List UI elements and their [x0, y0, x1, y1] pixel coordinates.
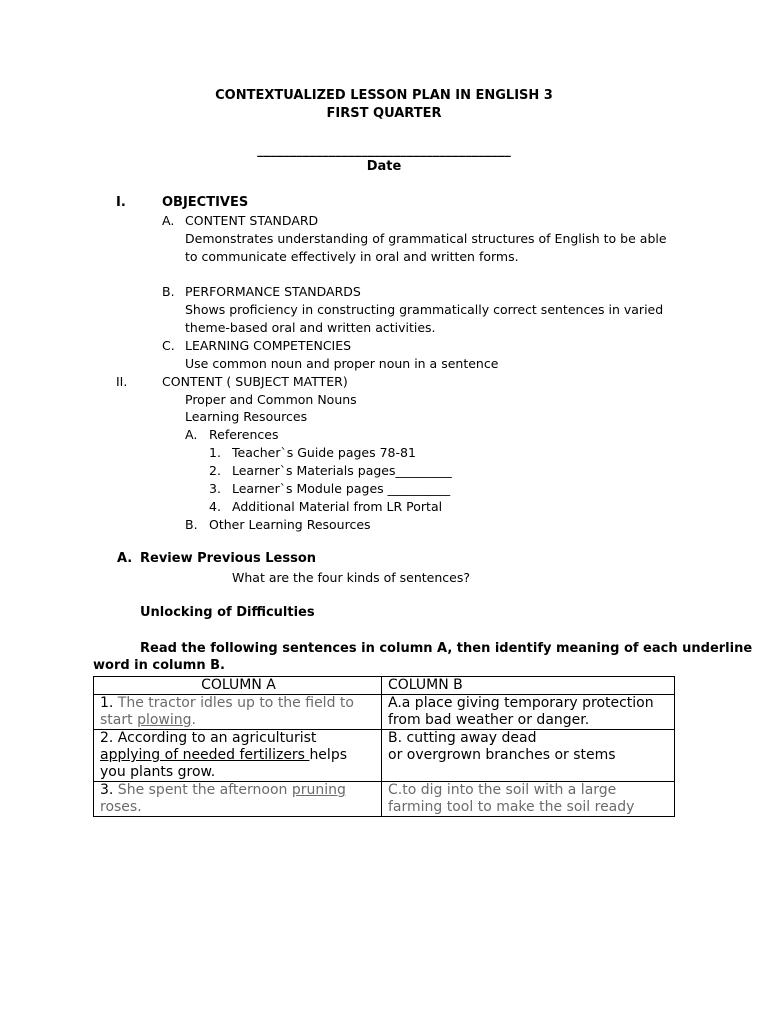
underlined-word: pruning	[291, 782, 346, 798]
content-standard-label: CONTENT STANDARD	[185, 213, 319, 228]
column-b-header: COLUMN B	[382, 677, 675, 695]
reference-num: 1.	[209, 445, 221, 460]
reference-item: Teacher`s Guide pages 78-81	[232, 445, 416, 460]
content-numeral: II.	[116, 374, 128, 389]
row-number: 3.	[100, 782, 114, 798]
other-resources-letter: B.	[185, 517, 198, 532]
row-number: 1.	[100, 695, 114, 711]
sentence-text: roses.	[100, 799, 142, 815]
date-label: Date	[366, 159, 402, 174]
review-heading: Review Previous Lesson	[140, 551, 317, 566]
review-letter: A.	[117, 551, 133, 566]
quarter-label: FIRST QUARTER	[326, 106, 442, 121]
column-a-cell	[94, 730, 382, 782]
learning-competencies-letter: C.	[162, 338, 175, 353]
performance-standards-text-2: theme-based oral and written activities.	[185, 320, 436, 335]
date-line: _______________________________________	[257, 143, 511, 158]
objectives-numeral: I.	[116, 195, 126, 210]
column-a-cell	[94, 695, 382, 730]
definition-line: B. cutting away dead	[388, 730, 537, 746]
definition-line: or overgrown branches or stems	[388, 747, 616, 763]
sentence-text: The tractor idles up to the field to start	[100, 695, 354, 728]
column-a-cell	[94, 782, 382, 817]
table-row	[94, 782, 675, 817]
column-b-cell	[382, 730, 675, 782]
underlined-word: applying of needed fertilizers	[100, 747, 310, 763]
content-standard-text-1: Demonstrates understanding of grammatical structures of English to be able	[185, 231, 667, 246]
reference-num: 3.	[209, 481, 221, 496]
document-title: CONTEXTUALIZED LESSON PLAN IN ENGLISH 3	[215, 88, 553, 103]
vocabulary-table	[93, 676, 675, 817]
reference-num: 2.	[209, 463, 221, 478]
underlined-word: plowing	[137, 712, 192, 728]
table-row	[94, 695, 675, 730]
learning-competencies-label: LEARNING COMPETENCIES	[185, 338, 352, 353]
unlocking-instruction-1: Read the following sentences in column A, then identify meaning of each underline	[140, 641, 753, 656]
reference-item: Learner`s Materials pages_________	[232, 463, 452, 478]
content-topic: Proper and Common Nouns	[185, 392, 357, 407]
sentence-text: .	[191, 712, 196, 728]
sentence-text: According to an agriculturist	[113, 730, 317, 746]
column-b-cell: A.a place giving temporary protection from bad weather or danger.	[382, 695, 675, 730]
performance-standards-letter: B.	[162, 284, 175, 299]
review-question: What are the four kinds of sentences?	[232, 570, 471, 585]
other-resources-label: Other Learning Resources	[209, 517, 371, 532]
learning-competencies-text: Use common noun and proper noun in a sentence	[185, 356, 499, 371]
reference-item: Additional Material from LR Portal	[232, 499, 443, 514]
row-number: 2.	[100, 730, 114, 746]
learning-resources-label: Learning Resources	[185, 409, 308, 424]
unlocking-heading: Unlocking of Difficulties	[140, 605, 315, 620]
unlocking-instruction-2: word in column B.	[93, 658, 225, 673]
reference-item: Learner`s Module pages __________	[232, 481, 451, 496]
column-a-header: COLUMN A	[94, 677, 382, 695]
column-b-cell: C.to dig into the soil with a large farming tool to make the soil ready	[382, 782, 675, 817]
objectives-heading: OBJECTIVES	[162, 195, 249, 210]
performance-standards-label: PERFORMANCE STANDARDS	[185, 284, 361, 299]
sentence-text: She spent the afternoon	[113, 782, 292, 798]
content-standard-letter: A.	[162, 213, 175, 228]
reference-num: 4.	[209, 499, 221, 514]
references-letter: A.	[185, 427, 198, 442]
performance-standards-text-1: Shows proficiency in constructing grammatically correct sentences in varied	[185, 302, 664, 317]
table-header-row	[94, 677, 675, 695]
sentence-text: helps you plants grow.	[100, 747, 347, 780]
references-label: References	[209, 427, 279, 442]
table-row	[94, 730, 675, 782]
content-heading: CONTENT ( SUBJECT MATTER)	[162, 374, 348, 389]
content-standard-text-2: to communicate effectively in oral and written forms.	[185, 249, 519, 264]
